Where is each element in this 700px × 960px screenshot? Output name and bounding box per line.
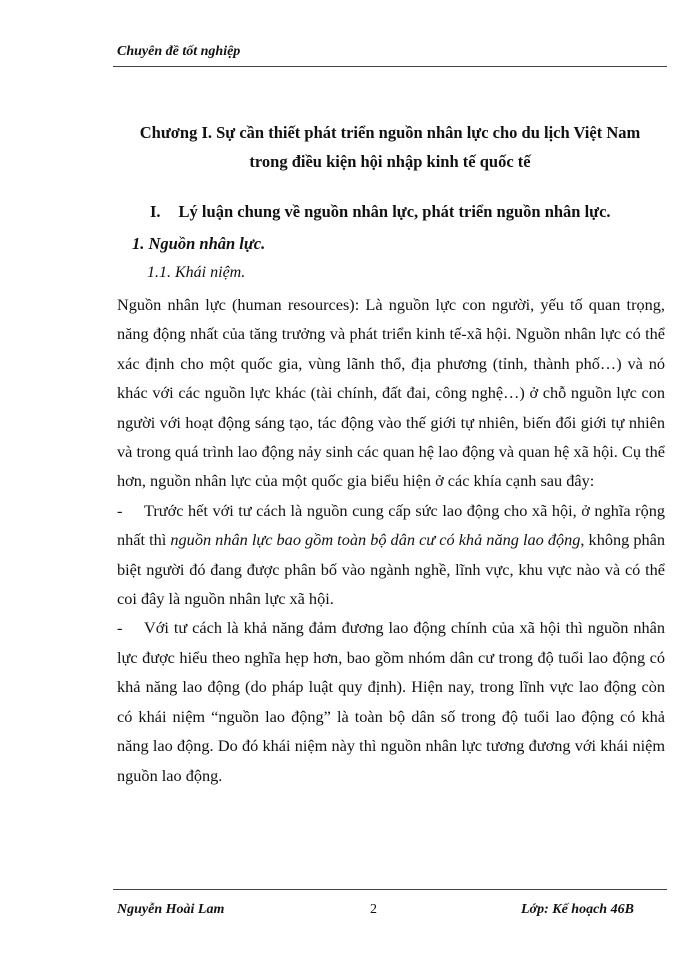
subsection-heading: 1. Nguồn nhân lực. [132,234,266,253]
section-number: I. [150,202,161,221]
bullet-1-text-end: , không phân biệt người đó đang được phân bố vào ngành nghề, lĩnh vực, khu vực nào và có thể coi đây là nguồn nhân lực xã hội. [117,530,665,609]
bullet-paragraph-2 [117,613,665,789]
subsubsection-heading: 1.1. Khái niệm. [147,264,246,281]
body-text [117,290,665,790]
running-header: Chuyên đề tốt nghiệp [117,44,241,59]
bullet-1-text-start: Trước hết với tư cách là nguồn cung cấp sức lao động cho xã hội, ở nghĩa rộng nhất thì [117,500,665,550]
footer-author: Nguyễn Hoài Lam [117,902,225,917]
bullet-2-text: Với tư cách là khả năng đảm đương lao động chính của xã hội thì nguồn nhân lực được hiểu theo nghĩa hẹp hơn, bao gồm nhóm dân cư trong độ tuổi lao động có khả năng lao động (do pháp luật quy định). Hiện nay, trong lĩnh vực lao động còn có khái niệm “nguồn lao động” là toàn bộ dân số trong độ tuổi lao động có khả năng lao động. Do đó khái niệm này thì nguồn nhân lực tương đương với khái niệm nguồn lao động. [117,618,665,785]
footer-class: Lớp: Kế hoạch 46B [521,902,634,917]
bullet-marker: - [117,500,123,520]
footer-divider [113,889,667,890]
bullet-paragraph-1 [117,496,665,614]
chapter-title-line-2: trong điều kiện hội nhập kinh tế quốc tế [249,152,531,171]
paragraph-definition: Nguồn nhân lực (human resources): Là nguồn lực con người, yếu tố quan trọng, năng động nhất của tăng trưởng và phát triển kinh tế-xã hội. Nguồn nhân lực có thể xác định cho một quốc gia, vùng lãnh thổ, địa phương (tỉnh, thành phố…) và nó khác với các nguồn lực khác (tài chính, đất đai, công nghệ…) ở chỗ nguồn lực con người với hoạt động sáng tạo, tác động vào thế giới tự nhiên, biến đổi giới tự nhiên và trong quá trình lao động nảy sinh các quan hệ lao động và quan hệ xã hội. Cụ thể hơn, nguồn nhân lực của một quốc gia biểu hiện ở các khía cạnh sau đây: [117,295,665,491]
bullet-1-emphasis: nguồn nhân lực bao gồm toàn bộ dân cư có khả năng lao động [170,530,581,550]
section-title: Lý luận chung về nguồn nhân lực, phát triển nguồn nhân lực. [178,202,611,221]
page-number: 2 [370,902,377,917]
chapter-title [112,118,668,176]
bullet-marker: - [117,618,123,638]
header-divider [113,66,667,67]
chapter-title-line-1: Chương I. Sự cần thiết phát triển nguồn nhân lực cho du lịch Việt Nam [139,123,641,142]
section-heading [150,202,611,222]
